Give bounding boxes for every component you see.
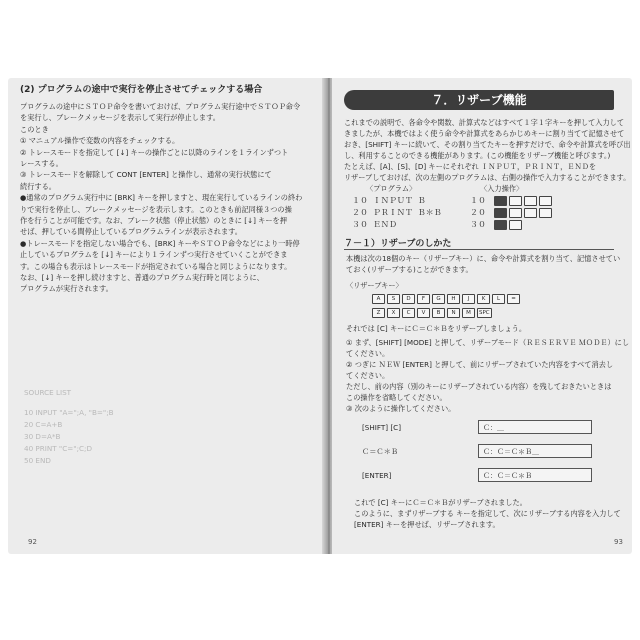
reserve-key: K [477, 294, 490, 304]
lcd-display: Ｃ：＿ [478, 420, 592, 434]
show-through-text: SOURCE LIST [24, 388, 72, 397]
body-line: なお、[↓] キーを押し続けますと、普通のプログラム実行時と同じように、 [20, 273, 264, 282]
body-line: [ENTER] キーを押せば、リザーブされます。 [354, 520, 500, 529]
reserve-key: M [462, 308, 475, 318]
body-line: ② トレースモードを指定して [↓] キーの操作ごとに以降のラインを１ラインずつト [20, 147, 289, 157]
reserve-key: Z [372, 308, 385, 318]
key-shift-icon [494, 208, 507, 218]
body-line: せば、押している間停止しているプログラムラインが表示されます。 [20, 227, 242, 237]
body-line: おき、[SHIFT] キーに続いて、その割り当てたキーを押すだけで、命令や計算式を呼び出 [344, 140, 631, 149]
key-letter-icon [509, 220, 522, 230]
reserve-key: = [507, 294, 520, 304]
step-line: ただし、前の内容（別のキーにリザーブされている内容）を残しておきたいときは [346, 382, 612, 391]
step-line: てください。 [346, 371, 390, 380]
key-shift-icon [494, 196, 507, 206]
key-letter-icon [524, 196, 537, 206]
op-step: [ENTER] [362, 471, 392, 480]
body-line: きましたが、本機ではよく使う命令や計算式をあらかじめキーに割り当てて記憶させて [344, 129, 625, 138]
reserve-key: N [447, 308, 460, 318]
body-line: 続行する。 [20, 181, 56, 191]
show-through-text: 20 C=A+B [24, 420, 63, 429]
step-line: ② つぎに ＮＥＷ [ENTER] と押して、前にリザーブされていた内容をすべて消去し [346, 360, 614, 369]
program-label: 〈プログラム〉 [366, 184, 417, 193]
reserve-key: V [417, 308, 430, 318]
lcd-display: Ｃ：Ｃ＝Ｃ＊Ｂ＿ [478, 444, 592, 458]
body-line: プログラムの途中にＳＴＯＰ命令を書いておけば、プログラム実行途中でＳＴＯＰ命令 [20, 102, 301, 111]
input-key-sequence [494, 220, 522, 230]
reserve-key: S [387, 294, 400, 304]
reserve-key-row-1 [372, 294, 520, 304]
body-line: ●通常のプログラム実行中に [BRK] キーを押しますと、現在実行しているラインの終わ [20, 193, 303, 203]
example-intro: それでは [C] キーにＣ＝Ｃ＊Ｂをリザーブしましょう。 [346, 324, 527, 333]
body-line: を実行し、ブレークメッセージを表示して実行が停止します。 [20, 113, 220, 123]
reserve-key: D [402, 294, 415, 304]
program-line: ２０ ＰＲＩＮＴ Ｂ＊Ｂ [352, 208, 442, 217]
body-line: これまでの説明で、各命令や関数、計算式などはすべて１字１字キーを押して入力して [344, 118, 625, 127]
section-title: ７－１）リザーブのしかた [344, 236, 614, 250]
step-line: ① まず、[SHIFT] [MODE] と押して、リザーブモード（ＲＥＳＥＲＶＥ ＭＯＤＥ）にし [346, 338, 630, 347]
program-line: １０ ＩＮＰＵＴ Ｂ [352, 196, 426, 205]
reserve-key-row-2 [372, 308, 492, 318]
body-line: 作を行うことが可能です。なお、ブレーク状態（停止状態）のときに [↓] キーを押 [20, 216, 287, 225]
show-through-text: 10 INPUT "A=";A, "B=";B [24, 408, 114, 417]
body-line: このとき [20, 124, 49, 134]
body-line: ① マニュアル操作で変数の内容をチェックする。 [20, 136, 180, 146]
reserve-key: A [372, 294, 385, 304]
lcd-display: Ｃ：Ｃ＝Ｃ＊Ｂ [478, 468, 592, 482]
show-through-text: 40 PRINT "C=";C;D [24, 444, 92, 453]
input-label: 〈入力操作〉 [480, 184, 524, 193]
body-line: ③ トレースモードを解除して CONT [ENTER] と操作し、通常の実行状態にて [20, 170, 272, 180]
reserve-key: F [417, 294, 430, 304]
step-line: てください。 [346, 349, 390, 358]
key-enter-icon [539, 196, 552, 206]
body-line: ●トレースモードを指定しない場合でも、[BRK] キーやＳＴＯＰ命令などにより一時停 [20, 238, 300, 248]
body-line: たとえば、[A]、[S]、[D] キーにそれぞれ ＩＮＰＵＴ，ＰＲＩＮＴ，ＥＮＤを [344, 162, 597, 171]
body-line: レースする。 [20, 159, 63, 168]
reserve-key: SPC [479, 310, 490, 316]
body-line: 止しているプログラムを [↓] キーにより１ラインずつ実行させていくことができま [20, 250, 288, 260]
body-line: りで実行を停止し、ブレークメッセージを表示します。このときも前記同様３つの操 [20, 204, 292, 214]
op-step: [SHIFT] [C] [362, 423, 402, 432]
key-shift-icon [494, 220, 507, 230]
reserve-key: C [402, 308, 415, 318]
input-key-sequence [494, 196, 552, 206]
reserve-key: H [447, 294, 460, 304]
reserve-key: G [432, 294, 445, 304]
step-line: この操作を省略してください。 [346, 393, 447, 402]
page-number: 92 [28, 538, 37, 546]
program-line: ３０ ＥＮＤ [352, 220, 397, 229]
step-line: ③ 次のように操作してください。 [346, 404, 456, 413]
key-letter-icon [524, 208, 537, 218]
body-line: 本機は次の18個のキー（リザーブキー）に、命令や計算式を割り当て、記憶させてい [346, 254, 621, 263]
body-line: これで [C] キーにＣ＝Ｃ＊Ｂがリザーブされました。 [354, 498, 527, 507]
input-key-sequence [494, 208, 552, 218]
reserve-key: X [387, 308, 400, 318]
reserve-key: J [462, 294, 475, 304]
op-step: Ｃ＝Ｃ＊Ｂ [362, 447, 398, 456]
right-page [332, 78, 632, 554]
page-number: 93 [614, 538, 623, 546]
left-heading: (2) プログラムの途中で実行を停止させてチェックする場合 [20, 85, 263, 95]
input-line-number: １０ [470, 196, 486, 205]
chapter-title: ７．リザーブ機能 [344, 90, 614, 110]
body-line: このように、まずリザーブする キーを指定して、次にリザーブする内容を入力して [354, 509, 621, 518]
reserve-key: L [492, 294, 505, 304]
body-line: す。この場合も表示はトレースモードが指定されている場合と同じようになります。 [20, 261, 292, 271]
show-through-text: 50 END [24, 456, 51, 465]
reserve-key: B [432, 308, 445, 318]
body-line: し、利用することのできる機能があります。(この機能をリザーブ機能と呼びます。) [344, 151, 611, 160]
reserve-keys-label: 〈リザーブキー〉 [346, 281, 403, 290]
key-letter-icon [509, 208, 522, 218]
key-letter-icon [509, 196, 522, 206]
show-through-text: 30 D=A*B [24, 432, 61, 441]
input-line-number: ３０ [470, 220, 486, 229]
body-line: リザーブしておけば、次の左側のプログラムは、右側の操作で入力することができます。 [344, 173, 631, 182]
body-line: ておく(リザーブする)ことができます。 [346, 265, 473, 274]
body-line: プログラムが実行されます。 [20, 284, 113, 294]
input-line-number: ２０ [470, 208, 486, 217]
key-enter-icon [539, 208, 552, 218]
left-page [8, 78, 326, 554]
